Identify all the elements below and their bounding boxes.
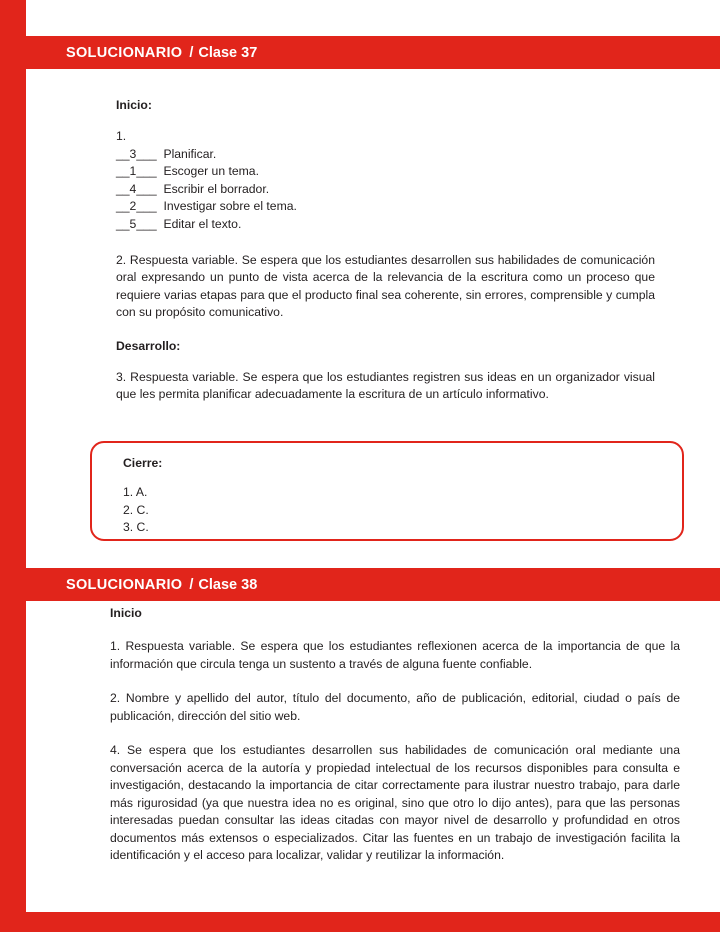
list-item: 1. A. (123, 485, 148, 499)
list-item: 3. C. (123, 520, 149, 534)
band-separator: / (189, 576, 194, 593)
document-page (26, 0, 720, 932)
answer-paragraph-4: 4. Se espera que los estudiantes desarrollen sus habilidades de comunicación oral mediante una conversación acerca de la autoría y propiedad intelectual de los recursos disponibles para consulta e investigación, destacando la importancia de citar correctamente para ilustrar nuestro trabajo, para darle más rigurosidad (ya que nuestra idea no es original, sino que otro lo dijo antes), para que las personas interesadas puedan consultar las ideas citadas con mayor nivel de desarrollo y profundidad en otros documentos más extensos o especializados. Citar las fuentes en un trabajo de investigación facilita la identificación y el acceso para localizar, validar y reutilizar la información. (110, 743, 680, 862)
section-header-clase-37 (26, 36, 720, 69)
band-title: SOLUCIONARIO (66, 44, 183, 61)
section-2-content (26, 606, 720, 865)
heading-cierre: Cierre: (123, 456, 163, 470)
answer-paragraph-1: 1. Respuesta variable. Se espera que los estudiantes reflexionen acerca de la importancia de que la información que circula tenga un sustento a través de alguna fuente confiable. (110, 639, 680, 671)
answer-paragraph-2: 2. Respuesta variable. Se espera que los estudiantes desarrollen sus habilidades de comunicación oral expresando un punto de vista acerca de la relevancia de la escritura como un proceso que requiere varias etapas para que el producto final sea coherente, sin errores, comprensible y cumpla con su propósito comunicativo. (116, 252, 655, 320)
cierre-answers (123, 484, 658, 537)
band-subtitle: Clase 38 (198, 576, 258, 593)
left-accent-bar (0, 0, 26, 932)
heading-inicio: Inicio (110, 606, 142, 620)
heading-inicio: Inicio: (116, 98, 152, 112)
footer-accent-bar (26, 912, 720, 932)
list-item: __2___ Investigar sobre el tema. (116, 199, 297, 214)
list-item: __4___ Escribir el borrador. (116, 181, 270, 196)
list-item: __5___ Editar el texto. (116, 216, 242, 231)
band-title: SOLUCIONARIO (66, 576, 183, 593)
section-1-content (26, 98, 720, 404)
band-separator: / (189, 44, 194, 61)
band-subtitle: Clase 37 (198, 44, 258, 61)
list-item: __1___ Escoger un tema. (116, 164, 259, 179)
answer-paragraph-2: 2. Nombre y apellido del autor, título del documento, año de publicación, editorial, ciudad o país de publicación, dirección del sitio web. (110, 691, 680, 723)
cierre-callout-box (90, 441, 684, 541)
list-item: __3___ Planificar. (116, 146, 217, 161)
ordering-exercise (116, 128, 655, 234)
list-item: 2. C. (123, 502, 149, 517)
heading-desarrollo: Desarrollo: (116, 338, 181, 353)
item-number: 1. (116, 129, 127, 143)
answer-paragraph-3: 3. Respuesta variable. Se espera que los estudiantes registren sus ideas en un organizador visual que les permita planificar adecuadamente la escritura de un artículo informativo. (116, 369, 655, 402)
section-header-clase-38 (26, 568, 720, 601)
